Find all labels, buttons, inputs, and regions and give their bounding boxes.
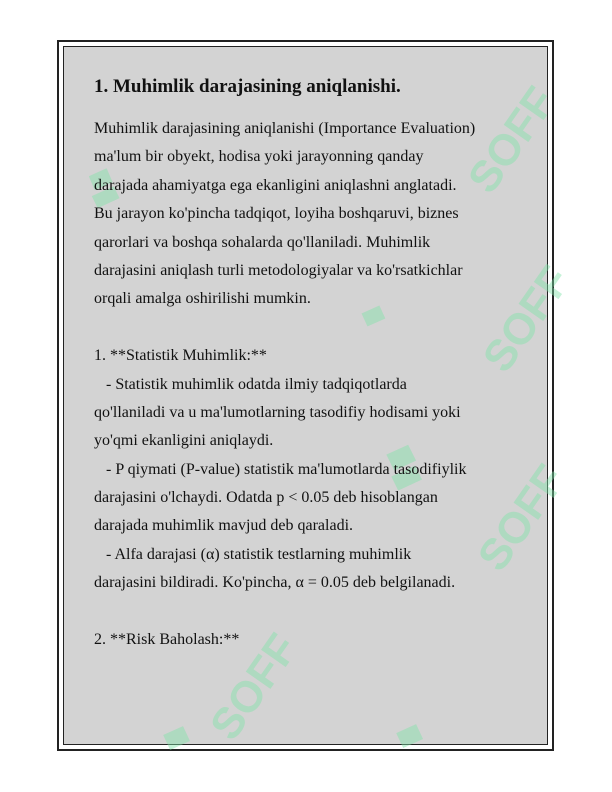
paragraph-risk-assessment <box>94 626 534 654</box>
text-line: qarorlari va boshqa sohalarda qo'llaniladi. Muhimlik <box>94 233 431 251</box>
text-line: - P qiymati (P-value) statistik ma'lumotlarda tasodifiylik <box>94 460 467 478</box>
text-line: 1. **Statistik Muhimlik:** <box>94 347 267 365</box>
text-line: darajasini aniqlash turli metodologiyalar va ko'rsatkichlar <box>94 261 463 279</box>
text-line: darajada muhimlik mavjud deb qaraladi. <box>94 517 354 535</box>
text-line: Bu jarayon ko'pincha tadqiqot, loyiha boshqaruvi, biznes <box>94 205 459 223</box>
text-line: orqali amalga oshirilishi mumkin. <box>94 290 311 308</box>
text-line: ma'lum bir obyekt, hodisa yoki jarayonning qanday <box>94 148 424 166</box>
text-line: darajada ahamiyatga ega ekanligini aniqlashni anglatadi. <box>94 176 457 194</box>
section-heading: 1. Muhimlik darajasining aniqlanishi. <box>94 76 401 97</box>
text-line: darajasini bildiradi. Ko'pincha, α = 0.05 deb belgilanadi. <box>94 574 456 592</box>
blank-line <box>94 314 534 342</box>
blank-line <box>94 598 534 626</box>
watermark-text-4: SOFF <box>200 625 308 749</box>
text-line: - Alfa darajasi (α) statistik testlarning muhimlik <box>94 545 412 563</box>
text-line: qo'llaniladi va u ma'lumotlarning tasodifiy hodisami yoki <box>94 403 461 421</box>
document-body <box>94 75 534 654</box>
page-area <box>63 46 581 749</box>
paragraph-intro <box>94 115 534 314</box>
text-line: - Statistik muhimlik odatda ilmiy tadqiqotlarda <box>94 375 407 393</box>
text-line: Muhimlik darajasining aniqlanishi (Importance Evaluation) <box>94 120 476 137</box>
watermark-text-1: SOFF <box>458 78 566 202</box>
text-line: 2. **Risk Baholash:** <box>94 631 240 649</box>
paragraph-statistical-significance <box>94 342 534 598</box>
page-frame <box>57 40 581 751</box>
watermark-text-2: SOFF <box>473 257 581 381</box>
text-line: yo'qmi ekanligini aniqlaydi. <box>94 432 274 450</box>
text-line: darajasini o'lchaydi. Odatda p < 0.05 deb hisoblangan <box>94 489 438 507</box>
watermark-text-3: SOFF <box>468 456 576 580</box>
